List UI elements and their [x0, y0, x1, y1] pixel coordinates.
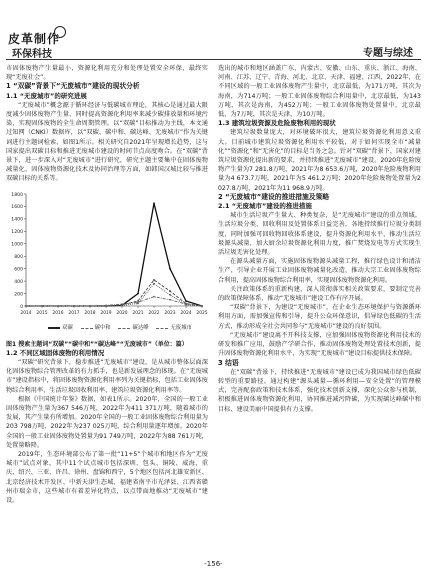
chart-legend [48, 324, 192, 334]
header-divider [6, 59, 421, 60]
paragraph-1-1: “无废城市”概念源于循环经济与低碳城市理论，其核心是通过最大限度减少固体废物产生量，同时提高资源化利用率来减少碳排放量和环境污染，实现固体废物的全生命周期管理。以“双碳”目标推动为主线，本文通过知网（CNKI）数据库，以“双碳、碳中和、碳达峰、无废城市”作为关键词进行主题词检索，如图1所示。相关研究自2021年呈现增长趋势，这与国家提出双碳目标和推进无废城市建设的时间节点高度吻合。在“双碳”背景下，进一步深入对“无废城市”进行研究，研究主题主要集中在固体废物减量化、固体废物资源化技术及协同治理等方面，如韩国汉城比较与推进双碳目标的关系等。 [6, 101, 208, 183]
x-tick-label: 2023 [164, 310, 176, 316]
data-point [153, 202, 155, 204]
y-tick-label: 600 [14, 267, 23, 273]
journal-logo-icon [54, 26, 66, 38]
y-tick-label: 1600 [11, 204, 23, 210]
paragraph-2-1e: “无废城市”建设离不开科技支撑，应加强固体废物资源化利用技术的研发和推广应用，鼓励产学研合作，推动固体废物处理处置技术创新，提升固体废物资源化利用水平，为实现“无废城市”建设目标提供技术保障。 [218, 331, 421, 358]
paragraph-1-2b: 根据《中国统计年鉴》数据，如表1所示。2020年，全国的一般工业固体废物产生量为367 546万吨，2022年为411 371万吨，随着城市的发展，其产生量有所增加。2020年全国的一般工业固体废物综合利用量为203 798万吨，2022年为237 025万吨，综合利用量逐年增加。2020年全国的一般工业固体废物处置量为91 749万吨，2022年为88 761万吨，处置量略降。 [6, 395, 208, 449]
x-tick-label: 2019 [100, 310, 112, 316]
legend-swatch-solid [48, 327, 60, 329]
data-point [57, 305, 59, 307]
paragraph-2-1a: 城市生活垃圾产生量大、种类复杂，是“无废城市”建设的重点领域。生活垃圾分类、回收利用及处置体系日益完善，各地持续推行垃圾分类制度，同时加强可回收物回收体系建设，提升资源化利用水平，推动生活垃圾源头减量，加大厨余垃圾资源化利用力度，推广焚烧发电等方式实现生活垃圾无害化处理。 [218, 212, 421, 257]
data-point [153, 295, 155, 297]
journal-logo-line1: 皮革制作 [8, 32, 61, 46]
data-point [169, 290, 171, 292]
legend-swatch-dashdot [156, 328, 168, 329]
legend-label: 碳中和 [94, 324, 111, 331]
page-number: -156- [204, 560, 223, 568]
heading-2: 2 “无废城市”建设的推进措施及策略 [218, 192, 330, 201]
legend-label: 碳达峰 [132, 324, 149, 331]
series-line-1 [26, 203, 202, 306]
heading-2-1: 2.1 “无废城市”建设的推进措施 [218, 202, 312, 211]
series-line-4 [26, 296, 202, 305]
figure-1-chart [6, 188, 208, 338]
x-tick-label: 2018 [84, 310, 96, 316]
y-tick-label: 200 [14, 291, 23, 297]
series-line-2 [26, 280, 202, 306]
paragraph-2-1d: “双碳”背景下，为建设“无废城市”，在企业生态环境保护与资源循环利用方面，需加强宣传和引导，提升公众环保意识，倡导绿色低碳的生活方式，推动形成全社会共同参与“无废城市”建设的良好氛围。 [218, 304, 421, 330]
y-tick-label: 1200 [11, 229, 23, 235]
series-line-3 [26, 283, 202, 305]
paragraph-1-2c: 2019年，生态环境部公布了第一批“11+5”个城市和地区作为“无废城市”试点对象，其中11个试点城市包括深圳、包头、铜陵、威海、重庆、绍兴、三亚、许昌、徐州、盘锦和西宁，5个地区包括河北雄安新区、北京经济技术开发区、中新天津生态城、福建省南平市光泽县、江西省赣州市瑞金市，这些城市有着差异化特点，以点带面地推动“无废城市”建设。 [6, 451, 208, 505]
data-point [121, 303, 123, 305]
paragraph-1-3: 建筑垃圾数量庞大，对环境破坏很大，建筑垃圾资源化利用意义重大。目前城市建筑垃圾资源化利用水平较低，对于如何实现全市“减量化”“资源化”和“无害化”的目标是当务之急。针对“双碳”背景下，国家对建筑垃圾资源化提出新的要求，并持续推进“无废城市”建设。2020年危险废物产生量为7 281.8万吨，2021年为8 653.6万吨，2020年危险废物利用量为4 673.7万吨，2021年为5 461.2万吨；2020年危险废物处置量为2 027.8万吨，2021年为11 968.9万吨。 [218, 129, 421, 192]
y-tick-label: 1800 [11, 192, 23, 198]
x-tick-label: 2024 [180, 310, 192, 316]
heading-1: 1 “双碳”背景下“无废城市”建设的现状分析 [6, 82, 140, 91]
data-point [105, 304, 107, 306]
legend-swatch-dashed [81, 328, 93, 329]
legend-swatch-dotted [118, 328, 130, 329]
left-column [6, 64, 208, 505]
x-tick-label: 2021 [132, 310, 144, 316]
data-point [73, 305, 75, 307]
x-tick-label: 2020 [116, 310, 128, 316]
y-tick-label: 1000 [11, 242, 23, 248]
heading-1-2: 1.2 不同区域固体废物的利用情况 [6, 348, 105, 357]
y-tick-label: 400 [14, 279, 23, 285]
x-tick-label: 2014 [20, 310, 32, 316]
line-chart [6, 188, 208, 322]
paragraph-3: 在“双碳”背景下，持续推进“无废城市”建设已成为我国城市绿色低碳转型的重要路径。通过构建“源头减量—循环利用—安全处置”的管理模式，完善配套政策和技术体系，强化技术创新支撑，深化公众参与机制，积极推进固体废物资源化利用，协同推进减污降碳，为实现碳达峰碳中和目标、建设美丽中国提供有力支撑。 [218, 368, 421, 413]
paragraph-continued: 选出的城市和地区涵盖广东、内蒙古、安徽、山东、重庆、浙江、海南、河南、江苏、辽宁、青海、河北、北京、天津、福建、江西，2022年，在不同区域的一般工业固体废物产生量中，北京最低，为171万吨，其次为海南，为714万吨；一般工业固体废物综合利用量中，北京最低，为143万吨，其次是海南，为452万吨；一般工业固体废物处置量中，北京最低，为7万吨，其次是天津，为10万吨。 [218, 65, 421, 119]
page-header [0, 0, 427, 58]
data-point [153, 279, 155, 281]
figure-caption: 图1 搜索主题词“双碳”“碳中和”“碳达峰”“无废城市”（单位：篇） [6, 340, 188, 348]
paragraph-2-1b: 在源头减量方面，实施固体废物源头减量工程，推行绿色设计和清洁生产，引导企业开展工业固体废物减量化改造，推动大宗工业固体废物综合利用，提高固体废物综合利用率，实现固体废物资源化利用。 [218, 258, 421, 284]
heading-1-1: 1.1 “无废城市”的研究进展 [6, 91, 87, 100]
data-point [25, 305, 27, 307]
paragraph-2-1c: 关注政策体系的重新构建，深入贯彻落实相关政策要求，要制定完善的政策保障体系，推动“无废城市”建设工作有序开展。 [218, 285, 421, 303]
data-point [169, 294, 171, 296]
heading-3: 3 结语 [218, 358, 239, 367]
x-tick-label: 2015 [36, 310, 48, 316]
legend-label: 无废城市 [170, 324, 192, 331]
x-tick-label: 2016 [52, 310, 64, 316]
data-point [201, 305, 203, 307]
heading-1-3: 1.3 建筑垃圾资源及危险废物利用的现状 [218, 119, 336, 128]
data-point [169, 299, 171, 301]
paragraph-1-2a: “双碳”研究背景下，稳步推进“无废城市”建设，是从城市整体层面深化固体废物综合管理改革的有力抓手，也是新发展理念的体现。在“无废城市”建设指标中，将固体废物资源化利用率列为关键指标，包括工业固体废物综合利用率、生活垃圾回收利用率、建筑垃圾资源化利用率等。 [6, 359, 208, 394]
data-point [185, 300, 187, 302]
data-point [89, 305, 91, 307]
x-tick-label: 2017 [68, 310, 80, 316]
data-point [185, 303, 187, 305]
journal-logo-line2: 环保科技 [12, 49, 52, 60]
intro-paragraph: 市固体废物产生量最小，资源化利用充分和处理处置安全环保，最终实现“无废社会”。 [6, 65, 208, 82]
data-point [169, 267, 171, 269]
y-tick-label: 0 [20, 304, 23, 310]
data-point [153, 282, 155, 284]
x-tick-label: 2025 [196, 310, 208, 316]
y-tick-label: 1400 [11, 217, 23, 223]
data-point [41, 305, 43, 307]
y-tick-label: 800 [14, 254, 23, 260]
section-title: 专题与综述 [363, 48, 413, 59]
x-tick-label: 2022 [148, 310, 160, 316]
right-column [218, 64, 421, 414]
legend-label: 双碳 [62, 324, 73, 331]
data-point [137, 292, 139, 294]
data-point [137, 301, 139, 303]
